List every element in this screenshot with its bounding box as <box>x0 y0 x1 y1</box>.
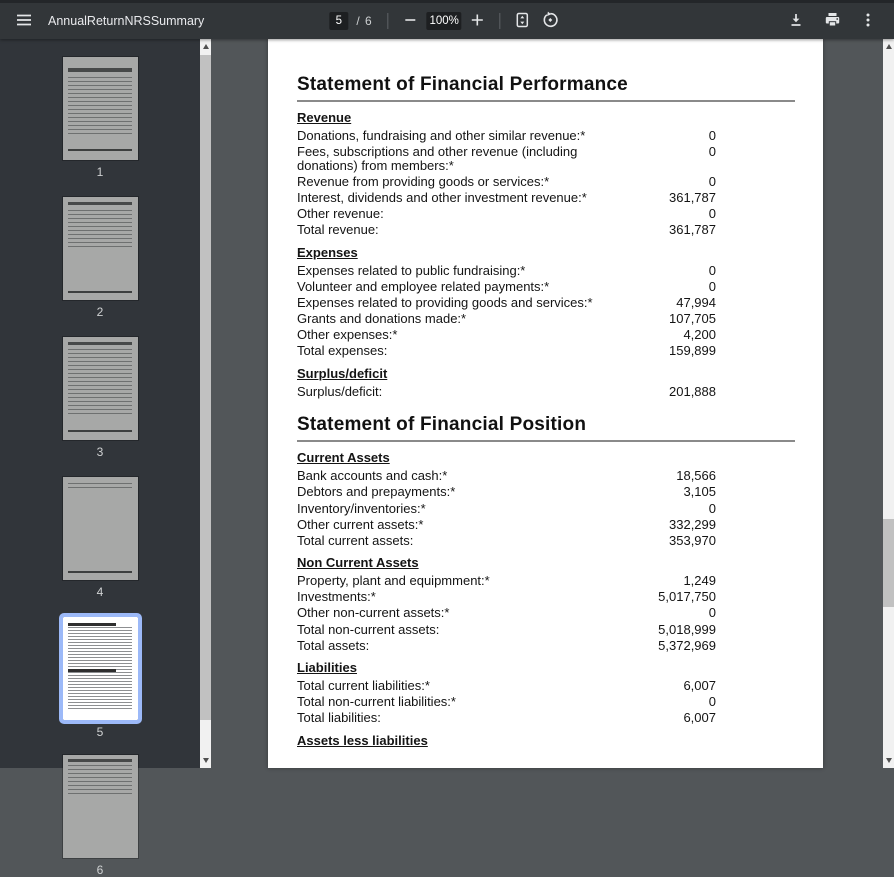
thumbnail-sidebar <box>0 39 211 877</box>
financial-row <box>297 312 795 326</box>
triangle-down-icon <box>203 758 209 763</box>
thumbnail-page-number: 2 <box>96 305 104 319</box>
row-label: Grants and donations made:* <box>297 310 467 326</box>
row-label: Expenses related to public fundraising:* <box>297 262 526 278</box>
download-icon <box>788 12 804 31</box>
financial-row <box>297 344 795 358</box>
row-label: Other revenue: <box>297 205 384 221</box>
row-label: Other expenses:* <box>297 327 398 343</box>
financial-row <box>297 534 795 548</box>
row-value: 0 <box>708 605 716 621</box>
window-top-edge <box>0 0 894 3</box>
pdf-page-5 <box>268 39 823 768</box>
financial-row <box>297 679 795 693</box>
row-value: 361,787 <box>669 222 716 238</box>
page-thumbnail-preview[interactable] <box>63 755 138 858</box>
financial-group <box>297 733 795 749</box>
row-label: Total current assets: <box>297 532 414 548</box>
page-thumbnail-preview[interactable] <box>63 617 138 720</box>
financial-group <box>297 110 795 237</box>
financial-row <box>297 207 795 221</box>
thumbnail-text-lines <box>68 210 132 250</box>
document-title: AnnualReturnNRSSummary <box>48 14 205 28</box>
row-label: Property, plant and equipmment:* <box>297 573 490 589</box>
thumbnail-page-6[interactable] <box>63 755 138 877</box>
toolbar-divider <box>500 13 501 29</box>
row-label: Bank accounts and cash:* <box>297 468 448 484</box>
main-scroll-up-button[interactable] <box>883 39 894 54</box>
row-value: 4,200 <box>683 327 716 343</box>
triangle-up-icon <box>886 44 892 49</box>
financial-row <box>297 264 795 278</box>
thumbnail-page-number: 1 <box>96 165 104 179</box>
row-value: 0 <box>708 128 716 143</box>
row-value: 0 <box>708 262 716 278</box>
financial-group <box>297 660 795 725</box>
group-heading: Liabilities <box>297 660 357 676</box>
thumbnail-text-lines <box>68 77 132 135</box>
page-separator: / <box>356 14 361 28</box>
financial-row <box>297 385 795 399</box>
row-value: 0 <box>708 173 716 189</box>
rotate-button[interactable] <box>537 7 565 35</box>
page-thumbnail-preview[interactable] <box>63 337 138 440</box>
zoom-level-input[interactable] <box>427 12 462 30</box>
row-value: 0 <box>708 205 716 221</box>
row-value: 159,899 <box>669 343 716 359</box>
financial-row <box>297 223 795 237</box>
row-label: Other current assets:* <box>297 516 424 532</box>
financial-row <box>297 695 795 709</box>
thumbnail-page-3[interactable] <box>63 337 138 459</box>
fit-to-page-icon <box>515 12 531 31</box>
thumbnail-text-lines <box>68 349 132 417</box>
thumbnail-page-4[interactable] <box>63 477 138 599</box>
more-vertical-icon <box>860 12 876 31</box>
group-heading: Expenses <box>297 244 358 260</box>
row-label: Total expenses: <box>297 343 388 359</box>
thumbnail-page-number: 5 <box>96 725 104 739</box>
financial-row <box>297 590 795 604</box>
thumbnail-list <box>0 39 200 877</box>
sidebar-scrollbar-thumb[interactable] <box>200 55 211 720</box>
row-label: Inventory/inventories:* <box>297 500 426 516</box>
zoom-out-button[interactable] <box>397 7 425 35</box>
page-thumbnail-preview[interactable] <box>63 57 138 160</box>
print-icon <box>824 12 841 31</box>
financial-row <box>297 639 795 653</box>
row-label: Total revenue: <box>297 222 379 238</box>
thumbnail-page-5[interactable] <box>63 617 138 739</box>
hamburger-menu-icon <box>15 11 33 32</box>
financial-row <box>297 129 795 143</box>
financial-group <box>297 450 795 547</box>
pdf-viewer-toolbar <box>0 3 894 39</box>
row-value: 201,888 <box>669 383 716 399</box>
financial-group <box>297 366 795 399</box>
financial-group <box>297 555 795 652</box>
thumbnail-page-number: 4 <box>96 585 104 599</box>
row-value: 47,994 <box>676 294 716 310</box>
group-heading: Revenue <box>297 110 352 125</box>
thumbnail-text-lines <box>68 627 132 709</box>
minus-icon <box>404 13 418 30</box>
row-label: Total liabilities: <box>297 710 381 726</box>
financial-row <box>297 502 795 516</box>
row-label: Total assets: <box>297 637 370 653</box>
row-value: 0 <box>708 278 716 294</box>
row-value: 353,970 <box>669 532 716 548</box>
fit-to-page-button[interactable] <box>509 7 537 35</box>
plus-icon <box>471 13 485 30</box>
row-label: Other non-current assets:* <box>297 605 450 621</box>
row-value: 5,017,750 <box>658 589 716 605</box>
financial-row <box>297 328 795 342</box>
main-scroll-down-button[interactable] <box>883 753 894 768</box>
financial-row <box>297 518 795 532</box>
financial-row <box>297 175 795 189</box>
row-label: Donations, fundraising and other similar revenue:* <box>297 128 586 143</box>
row-label: Expenses related to providing goods and services:* <box>297 294 593 310</box>
group-heading: Non Current Assets <box>297 555 419 571</box>
financial-row <box>297 606 795 620</box>
page-total: 6 <box>365 14 373 28</box>
thumbnail-text-lines <box>68 765 132 795</box>
page-thumbnail-preview[interactable] <box>63 477 138 580</box>
row-label: Fees, subscriptions and other revenue (including donations) from members:* <box>297 144 578 173</box>
thumbnail-page-number: 6 <box>96 863 104 877</box>
row-value: 18,566 <box>676 468 716 484</box>
print-button[interactable] <box>818 7 846 35</box>
row-label: Surplus/deficit: <box>297 383 383 399</box>
financial-row <box>297 574 795 588</box>
row-value: 6,007 <box>683 678 716 694</box>
row-value: 1,249 <box>683 573 716 589</box>
row-label: Total non-current liabilities:* <box>297 694 456 710</box>
main-scrollbar[interactable] <box>883 39 894 768</box>
group-heading: Assets less liabilities <box>297 733 428 749</box>
triangle-down-icon <box>886 758 892 763</box>
main-scrollbar-thumb[interactable] <box>883 519 894 607</box>
group-heading: Surplus/deficit <box>297 365 388 381</box>
thumbnail-page-2[interactable] <box>63 197 138 319</box>
group-heading: Current Assets <box>297 450 390 466</box>
financial-row <box>297 280 795 294</box>
thumbnail-page-1[interactable] <box>63 57 138 179</box>
row-value: 0 <box>708 500 716 516</box>
download-button[interactable] <box>782 7 810 35</box>
row-value: 0 <box>708 144 716 160</box>
financial-row <box>297 191 795 205</box>
page-count-label <box>356 14 372 28</box>
pdf-page-content <box>268 39 823 749</box>
row-value: 361,787 <box>669 189 716 205</box>
row-value: 3,105 <box>683 484 716 500</box>
rotate-counterclockwise-icon <box>542 11 560 32</box>
financial-row <box>297 711 795 725</box>
row-label: Interest, dividends and other investment revenue:* <box>297 189 587 205</box>
financial-group <box>297 245 795 358</box>
section-title: Statement of Financial Performance <box>297 75 795 102</box>
row-label: Total current liabilities:* <box>297 678 430 694</box>
row-value: 5,018,999 <box>658 621 716 637</box>
section-title: Statement of Financial Position <box>297 415 795 442</box>
financial-row <box>297 145 795 172</box>
more-options-button[interactable] <box>854 7 882 35</box>
row-label: Investments:* <box>297 589 376 605</box>
financial-row <box>297 623 795 637</box>
thumbnail-page-number: 3 <box>96 445 104 459</box>
row-value: 0 <box>708 694 716 710</box>
menu-toggle-button[interactable] <box>10 7 38 35</box>
row-label: Debtors and prepayments:* <box>297 484 456 500</box>
row-label: Volunteer and employee related payments:* <box>297 278 550 294</box>
row-label: Revenue from providing goods or services:* <box>297 173 550 189</box>
toolbar-divider <box>388 13 389 29</box>
row-value: 107,705 <box>669 310 716 326</box>
zoom-in-button[interactable] <box>464 7 492 35</box>
financial-row <box>297 296 795 310</box>
page-number-input[interactable] <box>329 12 348 30</box>
sidebar-scrollbar[interactable] <box>200 39 211 768</box>
sidebar-scroll-up-button[interactable] <box>200 39 211 54</box>
row-value: 332,299 <box>669 516 716 532</box>
row-label: Total non-current assets: <box>297 621 440 637</box>
row-value: 6,007 <box>683 710 716 726</box>
financial-row <box>297 485 795 499</box>
thumbnail-text-lines <box>68 483 132 490</box>
page-thumbnail-preview[interactable] <box>63 197 138 300</box>
sidebar-scroll-down-button[interactable] <box>200 753 211 768</box>
row-value: 5,372,969 <box>658 637 716 653</box>
financial-row <box>297 469 795 483</box>
triangle-up-icon <box>203 44 209 49</box>
